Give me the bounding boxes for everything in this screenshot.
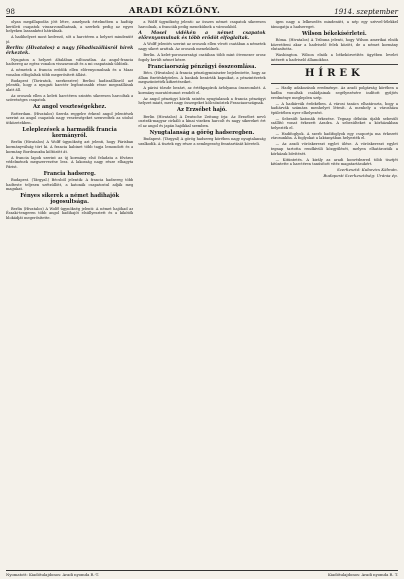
article-text: Washington. Wilson elnök a békeközvetítés ügyében levelet intézett a hadviselő államokhoz.: [270, 53, 398, 62]
editorial-office: Budapesti Szerkesztőség: Uránia ép.: [323, 173, 398, 179]
section-heading: Fényes sikerek a német hadihajók jogosultsága.: [20, 193, 120, 206]
article-text: Nyugaton a helyzet általában változatlan. Az angol-francia hadsereg az egész vonalon visszavonult és a mi csapataink üldözik.: [6, 57, 134, 67]
page-header: [6, 2, 398, 17]
editor-signature: Szerkesztő: Kubovics Kálmán.: [337, 167, 398, 173]
article-text: A Wolff jelentés szerint az oroszok ellen vívott csatában a németek nagy sikert arattak. Az oroszok menekülnek.: [138, 42, 266, 51]
column-1: [6, 20, 133, 573]
article-text: Róma. (Hivatalos) A Tribuna jelenti, hogy Wilson amerikai elnök közvetíteni akar a hadviselő felek között, de a német kormány elutasította.: [270, 37, 398, 52]
article-text: Berlin (Hivatalos) A Wolff ügynökség jelenti: A német hajóhad az Északi-tengeren több angol hadihajót elsüllyesztett és a kikötők blokádját megerősítette.: [6, 206, 134, 220]
article-text: Az angol pénzügyi körök szintén nyugtalanok a francia pénzügyi helyzet miatt, mert nagy összegeket kölcsönöztek Franciaországnak.: [138, 96, 266, 106]
divider: [271, 64, 398, 65]
news-item: — Hadifoglyok. A szerb hadifoglyok egy csoportja ma érkezett városunkba. A foglyokat a laktanyában helyezték el.: [270, 131, 398, 141]
section-heading: Franciaország pénzügyi összeomlása.: [147, 63, 257, 70]
article-text: A párisi tőzsde bezárt, az értékpapírok árfolyama összeomlott. A kormány moratóriumot rendelt el.: [138, 86, 266, 95]
article-text: Berlin. A kelet-poroszországi csatában több mint ötvenezer orosz fogoly került német kézre.: [138, 52, 266, 62]
article-text: A francia lapok szerint az új kormány első feladata a főváros védelmének megszervezése lesz. A lakosság nagy része elhagyta Párist.: [6, 155, 134, 169]
divider: [271, 83, 398, 84]
news-item: — Hadiy adakozások eredménye. Az aradi polgárság körében a hadba vonultak családjainak segélyezésére indított gyűjtés eredménye meglepően szép.: [270, 86, 398, 100]
issue-date: 1914. szeptember: [334, 8, 398, 16]
footer-left: Nyomatott: Kiadótulajdonos: Aradi nyomda R.-T.: [6, 572, 99, 577]
article-text: Bécs. (Hivatalos) A francia pénzügyminiszter bejelentette, hogy az állam fizetésképtelen. A bankok bezárták kapuikat, a pénzintézetek megszüntették kifizetéseiket.: [138, 70, 266, 85]
article-text: Az oroszok ellen a keleti harctéren szintén sikeresen harcoltak a szövetséges csapatok.: [6, 93, 134, 103]
section-heading: Az angol veszteségekhez.: [33, 104, 107, 111]
section-heading: Leleplezések a harmadik francia kormányról.: [22, 127, 117, 140]
article-text: A németek a francia erődök ellen előrenyomulnak és a Maas vonalon elfoglaltak több megerősített állást.: [6, 68, 134, 77]
section-heading: Francia hadsereg.: [43, 170, 96, 177]
news-item: — Az aradi vöröskereszt egylet ülése. A vöröskereszt egylet tegnap tartotta rendkívüli közgyűlését, melyen elhatározták a kórházak bővítését.: [270, 142, 398, 156]
section-heading: Az Erzsébet hajó.: [177, 107, 227, 114]
column-3: [271, 20, 398, 573]
article-text: igen nagy a lelkesedés mindenütt, a nép egy szívvel-lélekkel támogatja a hadsereget.: [270, 20, 398, 29]
headline: A Mosel vidékén a német csapatok előrenyomulnak és több erődöt elfoglaltak.: [138, 30, 266, 41]
article-text: Budapest. (Tárgyal) A görög hadsereg körében nagy nyugtalanság uralkodik. A tisztek egy része a semlegesség fenntartását követeli.: [138, 137, 266, 146]
article-text: Rotterdam. (Hivatalos) Szerda reggelre érkező angol jelentések szerint az angol csapatok nagy veszteségeket szenvedtek az utolsó ütközetekben.: [6, 111, 134, 126]
news-item: — Sebesült katonák érkezése. Tegnap délután újabb sebesült szállító vonat érkezett Aradra. A sebesülteket a kórházakban helyezték el.: [270, 116, 398, 130]
article-text: A hadihelyzet most kedvező, sőt a harctéren a helyzet mindenütt jó.: [6, 35, 134, 44]
article-text: olyan megállapodás jött létre, amelynek értelmében a hadtáp kerületi csapatok visszavonulhatnak, a szerbek pedig az egyes helyeken lassanként hátrálnak.: [6, 20, 134, 34]
article-text: Berlin (Hivatalos) A Deutsche Zeitung írja: Az Erzsébet nevű osztrák-magyar cirkáló a kínai vizeken harcolt és nagy sikereket ért el az angol és japán hajókkal szemben.: [138, 114, 266, 128]
newspaper-title: ARADI KÖZLÖNY.: [128, 6, 221, 16]
section-heading: Nyugtalanság a görög hadseregben.: [149, 129, 255, 136]
section-heading: Wilson békekísérletei.: [301, 30, 367, 37]
article-text: a Wolff ügynökség jelenti: az összes német csapatok sikeresen harcolnak, a franciák pedig menekülnek a városokból.: [138, 20, 266, 29]
columns: [6, 20, 398, 573]
news-section-title: HÍREK: [304, 68, 364, 80]
page-footer: [6, 570, 398, 577]
news-item: — A hadiárvák érdekében. A városi tanács elhatározta, hogy a hadiárvák számára menhelyet létesít. A menhely a városháza épületében nyer elhelyezést.: [270, 101, 398, 115]
article-text: Budapest (Táviratok, szerkesztve) Berlini hadiszállásról azt jelentik, hogy a nyugati harctér legfontosabb része megszállásuk alatt áll.: [6, 78, 134, 92]
footer-right: Kiadótulajdonos: Aradi nyomda R. T.: [327, 572, 398, 577]
article-text: Berlin (Hivatalos) A Wolff ügynökség azt jelenti, hogy Párisban kormányválság tört ki. A francia kabinet több tagja lemondott és a kormány Bordeauxba költözött át.: [6, 140, 134, 154]
article-text: Budapest. (Tárgyal.) Bécsből jelentik: A francia hadsereg több hadteste teljesen szétzüllött, a katonák csapatostul adják meg magukat.: [6, 178, 134, 192]
news-item: — Kitüntetés. A király az aradi honvédezred több tisztjét kitüntette a harctéren tanúsított vitéz magatartásukért.: [270, 157, 398, 167]
column-2: [138, 20, 265, 573]
page-number: 98: [6, 8, 15, 16]
headline: Berlin: (Hivatalos) a nagy főhadiszállásról hírek érkeztek.: [6, 45, 134, 56]
